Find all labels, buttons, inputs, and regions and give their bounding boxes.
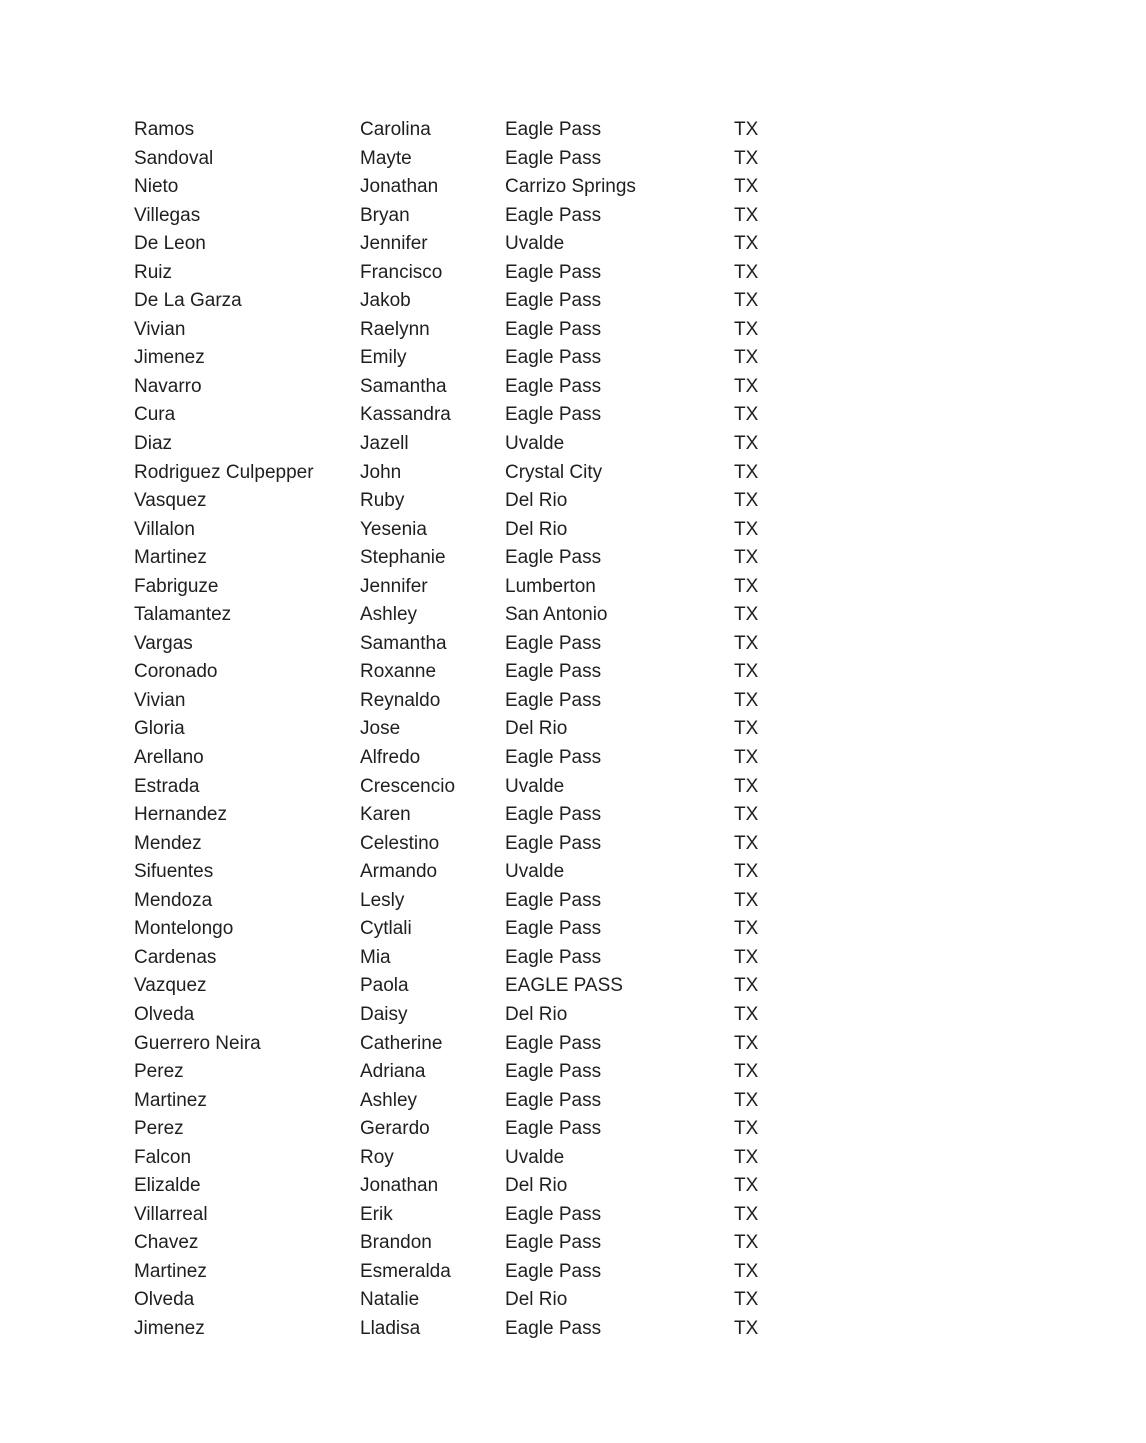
first-name-cell: Mayte [360,147,412,169]
city-cell: Eagle Pass [505,147,602,169]
city-cell: Eagle Pass [505,946,602,968]
first-name-cell: Adriana [360,1061,426,1083]
city-cell: Eagle Pass [505,290,602,312]
last-name-cell: Olveda [134,1289,195,1311]
city-cell: Eagle Pass [505,1089,602,1111]
first-name-cell: Yesenia [360,518,427,540]
city-cell: Eagle Pass [505,1118,602,1140]
city-cell: Uvalde [505,1146,565,1168]
state-cell: TX [734,490,759,512]
city-cell: Del Rio [505,1175,568,1197]
city-cell: Uvalde [505,775,565,797]
last-name-cell: Villalon [134,518,195,540]
state-cell: TX [734,889,759,911]
first-name-cell: Samantha [360,632,447,654]
table-row [134,145,834,174]
table-row [134,202,834,231]
first-name-cell: Mia [360,946,391,968]
last-name-cell: Ramos [134,119,195,140]
last-name-cell: Martinez [134,1089,207,1111]
table-row [134,230,834,259]
state-cell: TX [734,832,759,854]
table-row [134,773,834,802]
first-name-cell: Raelynn [360,318,430,340]
last-name-cell: Arellano [134,747,204,769]
state-cell: TX [734,718,759,740]
city-cell: Eagle Pass [505,889,602,911]
last-name-cell: Navarro [134,375,202,397]
city-cell: Eagle Pass [505,918,602,940]
state-cell: TX [734,1118,759,1140]
first-name-cell: Jonathan [360,176,439,198]
table-row [134,1058,834,1087]
city-cell: Carrizo Springs [505,176,636,198]
first-name-cell: Jose [360,718,401,740]
table-row [134,401,834,430]
table-row [134,801,834,830]
last-name-cell: Olveda [134,1003,195,1025]
first-name-cell: Jazell [360,433,409,455]
state-cell: TX [734,433,759,455]
last-name-cell: Sandoval [134,147,214,169]
last-name-cell: Cardenas [134,946,217,968]
first-name-cell: John [360,461,402,483]
last-name-cell: Rodriguez Culpepper [134,461,314,483]
city-cell: Eagle Pass [505,689,602,711]
state-cell: TX [734,575,759,597]
first-name-cell: Crescencio [360,775,456,797]
first-name-cell: Emily [360,347,407,369]
first-name-cell: Bryan [360,204,410,226]
table-row [134,1315,834,1344]
last-name-cell: Vargas [134,632,193,654]
city-cell: Eagle Pass [505,204,602,226]
table-row [134,487,834,516]
table-row [134,858,834,887]
first-name-cell: Ashley [360,1089,418,1111]
first-name-cell: Gerardo [360,1118,430,1140]
state-cell: TX [734,861,759,883]
first-name-cell: Samantha [360,375,447,397]
last-name-cell: Mendez [134,832,202,854]
last-name-cell: Villegas [134,204,201,226]
state-cell: TX [734,204,759,226]
state-cell: TX [734,975,759,997]
table-row [134,1172,834,1201]
table-row [134,116,834,145]
city-cell: Uvalde [505,433,565,455]
table-row [134,544,834,573]
state-cell: TX [734,804,759,826]
state-cell: TX [734,1061,759,1083]
last-name-cell: Villarreal [134,1203,208,1225]
city-cell: EAGLE PASS [505,975,623,997]
table-row [134,1201,834,1230]
last-name-cell: Cura [134,404,176,426]
first-name-cell: Cytlali [360,918,412,940]
first-name-cell: Roxanne [360,661,437,683]
city-cell: Eagle Pass [505,347,602,369]
first-name-cell: Alfredo [360,747,421,769]
city-cell: Eagle Pass [505,1260,602,1282]
first-name-cell: Jakob [360,290,411,312]
state-cell: TX [734,1203,759,1225]
city-cell: Eagle Pass [505,661,602,683]
state-cell: TX [734,1289,759,1311]
state-cell: TX [734,661,759,683]
city-cell: Del Rio [505,518,568,540]
last-name-cell: Perez [134,1061,184,1083]
state-cell: TX [734,318,759,340]
table-row [134,516,834,545]
state-cell: TX [734,147,759,169]
last-name-cell: Gloria [134,718,185,740]
last-name-cell: Martinez [134,1260,207,1282]
last-name-cell: Jimenez [134,1317,205,1339]
table-row [134,1258,834,1287]
state-cell: TX [734,261,759,283]
city-cell: Eagle Pass [505,832,602,854]
last-name-cell: Guerrero Neira [134,1032,261,1054]
last-name-cell: Nieto [134,176,179,198]
state-cell: TX [734,1317,759,1339]
last-name-cell: Elizalde [134,1175,201,1197]
table-row [134,459,834,488]
city-cell: Del Rio [505,718,568,740]
table-row [134,1030,834,1059]
state-cell: TX [734,1032,759,1054]
first-name-cell: Esmeralda [360,1260,451,1282]
table-row [134,687,834,716]
table-row [134,373,834,402]
first-name-cell: Reynaldo [360,689,441,711]
city-cell: Eagle Pass [505,119,602,140]
first-name-cell: Jennifer [360,233,428,255]
table-row [134,715,834,744]
city-cell: Lumberton [505,575,596,597]
city-cell: Eagle Pass [505,1032,602,1054]
state-cell: TX [734,518,759,540]
table-row [134,259,834,288]
table-row [134,1286,834,1315]
state-cell: TX [734,1232,759,1254]
state-cell: TX [734,1146,759,1168]
table-row [134,1087,834,1116]
city-cell: Eagle Pass [505,1232,602,1254]
last-name-cell: Falcon [134,1146,192,1168]
first-name-cell: Jonathan [360,1175,439,1197]
table-row [134,944,834,973]
last-name-cell: De Leon [134,233,206,255]
first-name-cell: Karen [360,804,411,826]
table-row [134,1001,834,1030]
table-row [134,1229,834,1258]
last-name-cell: Vazquez [134,975,207,997]
table-row [134,344,834,373]
state-cell: TX [734,176,759,198]
city-cell: Eagle Pass [505,261,602,283]
first-name-cell: Lladisa [360,1317,421,1339]
table-row [134,430,834,459]
last-name-cell: Talamantez [134,604,232,626]
last-name-cell: Fabriguze [134,575,219,597]
table-row [134,744,834,773]
state-cell: TX [734,233,759,255]
table-row [134,972,834,1001]
state-cell: TX [734,918,759,940]
last-name-cell: Vivian [134,689,186,711]
table-row [134,1115,834,1144]
city-cell: Eagle Pass [505,1061,602,1083]
city-cell: Uvalde [505,233,565,255]
state-cell: TX [734,547,759,569]
last-name-cell: Coronado [134,661,218,683]
city-cell: Crystal City [505,461,603,483]
last-name-cell: Chavez [134,1232,199,1254]
last-name-cell: Hernandez [134,804,227,826]
table-row [134,1144,834,1173]
state-cell: TX [734,347,759,369]
table-row [134,915,834,944]
city-cell: Eagle Pass [505,375,602,397]
state-cell: TX [734,461,759,483]
first-name-cell: Armando [360,861,438,883]
last-name-cell: Martinez [134,547,207,569]
first-name-cell: Francisco [360,261,443,283]
city-cell: Eagle Pass [505,747,602,769]
table-row [134,887,834,916]
city-cell: Eagle Pass [505,804,602,826]
last-name-cell: Ruiz [134,261,173,283]
roster-table [134,116,834,1344]
state-cell: TX [734,689,759,711]
city-cell: Del Rio [505,490,568,512]
first-name-cell: Paola [360,975,409,997]
table-row [134,630,834,659]
state-cell: TX [734,290,759,312]
state-cell: TX [734,604,759,626]
city-cell: Eagle Pass [505,547,602,569]
first-name-cell: Ashley [360,604,418,626]
first-name-cell: Roy [360,1146,394,1168]
last-name-cell: Diaz [134,433,173,455]
first-name-cell: Brandon [360,1232,432,1254]
table-row [134,658,834,687]
table-row [134,830,834,859]
last-name-cell: Jimenez [134,347,205,369]
state-cell: TX [734,119,759,140]
city-cell: Eagle Pass [505,1203,602,1225]
city-cell: San Antonio [505,604,608,626]
last-name-cell: Mendoza [134,889,213,911]
first-name-cell: Carolina [360,119,431,140]
first-name-cell: Celestino [360,832,440,854]
city-cell: Del Rio [505,1003,568,1025]
first-name-cell: Kassandra [360,404,451,426]
first-name-cell: Stephanie [360,547,446,569]
last-name-cell: Estrada [134,775,200,797]
first-name-cell: Natalie [360,1289,420,1311]
first-name-cell: Jennifer [360,575,428,597]
state-cell: TX [734,775,759,797]
state-cell: TX [734,1260,759,1282]
first-name-cell: Daisy [360,1003,408,1025]
state-cell: TX [734,632,759,654]
state-cell: TX [734,404,759,426]
last-name-cell: De La Garza [134,290,242,312]
table-row [134,573,834,602]
state-cell: TX [734,747,759,769]
table-row [134,601,834,630]
last-name-cell: Sifuentes [134,861,214,883]
first-name-cell: Ruby [360,490,405,512]
table-row [134,173,834,202]
table-row [134,316,834,345]
city-cell: Del Rio [505,1289,568,1311]
state-cell: TX [734,1175,759,1197]
last-name-cell: Montelongo [134,918,234,940]
state-cell: TX [734,375,759,397]
state-cell: TX [734,1089,759,1111]
last-name-cell: Perez [134,1118,184,1140]
state-cell: TX [734,946,759,968]
city-cell: Eagle Pass [505,1317,602,1339]
city-cell: Eagle Pass [505,404,602,426]
last-name-cell: Vivian [134,318,186,340]
state-cell: TX [734,1003,759,1025]
city-cell: Eagle Pass [505,632,602,654]
first-name-cell: Erik [360,1203,393,1225]
city-cell: Eagle Pass [505,318,602,340]
last-name-cell: Vasquez [134,490,207,512]
first-name-cell: Catherine [360,1032,443,1054]
first-name-cell: Lesly [360,889,405,911]
city-cell: Uvalde [505,861,565,883]
table-row [134,287,834,316]
